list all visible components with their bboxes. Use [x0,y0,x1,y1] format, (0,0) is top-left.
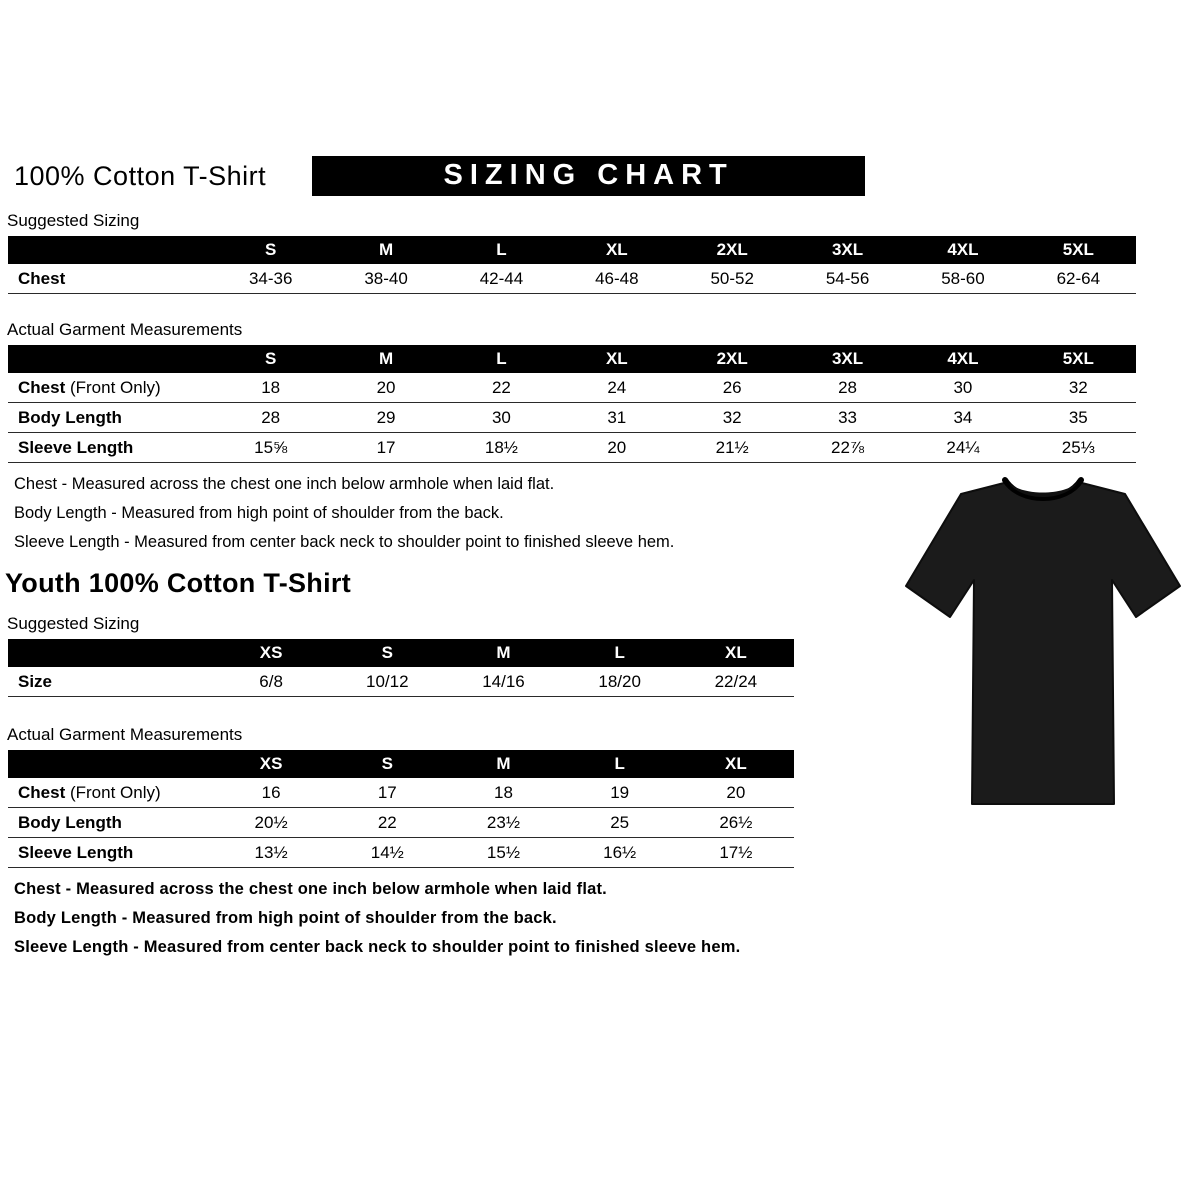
row-label-header [8,639,213,667]
measurement-value: 18½ [444,433,559,463]
measurement-value: 14½ [329,838,445,868]
measurement-value: 58-60 [905,264,1020,294]
measurement-value: 30 [905,373,1020,403]
measurement-row [8,373,1136,403]
row-label: Body Length [8,403,213,433]
measurement-value: 32 [1021,373,1136,403]
measurement-value: 17½ [678,838,794,868]
size-column-header: S [329,639,445,667]
measurement-value: 38-40 [328,264,443,294]
measurement-value: 34-36 [213,264,328,294]
measurement-value: 24¼ [905,433,1020,463]
measurement-value: 54-56 [790,264,905,294]
row-label: Sleeve Length [8,433,213,463]
sizing-chart-banner: SIZING CHART [312,156,865,196]
measurement-row [8,403,1136,433]
size-column-header: 3XL [790,236,905,264]
measurement-note: Sleeve Length - Measured from center back neck to shoulder point to finished sleeve hem. [14,938,741,956]
tshirt-image [893,466,1193,816]
row-label: Size [8,667,213,697]
size-column-header: XL [559,236,674,264]
measurement-value: 6/8 [213,667,329,697]
measurement-row [8,778,794,808]
size-column-header: M [328,345,443,373]
header-row [14,156,1200,196]
measurement-value: 25⅓ [1021,433,1136,463]
measurement-value: 46-48 [559,264,674,294]
size-column-header: M [445,750,561,778]
measurement-value: 31 [559,403,674,433]
measurement-value: 32 [675,403,790,433]
measurement-value: 18/20 [562,667,678,697]
measurement-value: 15½ [445,838,561,868]
size-column-header: 4XL [905,345,1020,373]
measurement-value: 16½ [562,838,678,868]
youth-suggested-sizing-label: Suggested Sizing [7,614,140,633]
size-column-header: 3XL [790,345,905,373]
youth-actual-measurements-label: Actual Garment Measurements [7,725,243,744]
youth-measurement-notes [14,880,1200,957]
measurement-row [8,264,1136,294]
row-label-header [8,750,213,778]
youth-actual-measurements-table [8,750,794,868]
measurement-value: 28 [790,373,905,403]
adult-suggested-sizing-table [8,236,1136,294]
measurement-value: 20 [328,373,443,403]
measurement-value: 19 [562,778,678,808]
measurement-value: 22/24 [678,667,794,697]
size-column-header: XL [678,750,794,778]
size-header-row [8,639,794,667]
measurement-value: 34 [905,403,1020,433]
size-header-row [8,750,794,778]
measurement-row [8,808,794,838]
size-header-row [8,236,1136,264]
measurement-value: 22 [444,373,559,403]
size-column-header: L [444,236,559,264]
size-column-header: L [562,639,678,667]
row-label: Sleeve Length [8,838,213,868]
size-column-header: L [444,345,559,373]
size-column-header: 5XL [1021,236,1136,264]
measurement-value: 18 [445,778,561,808]
measurement-value: 20 [678,778,794,808]
adult-actual-measurements-label: Actual Garment Measurements [7,320,243,339]
measurement-note: Body Length - Measured from high point of shoulder from the back. [14,504,504,522]
row-label: Chest (Front Only) [8,778,213,808]
measurement-value: 16 [213,778,329,808]
measurement-value: 26½ [678,808,794,838]
size-column-header: XL [678,639,794,667]
measurement-value: 17 [328,433,443,463]
size-column-header: S [213,236,328,264]
measurement-note: Sleeve Length - Measured from center back neck to shoulder point to finished sleeve hem. [14,533,675,551]
measurement-row [8,667,794,697]
measurement-note: Chest - Measured across the chest one inch below armhole when laid flat. [14,475,555,493]
measurement-row [8,838,794,868]
measurement-value: 20½ [213,808,329,838]
size-column-header: 2XL [675,345,790,373]
row-label: Chest (Front Only) [8,373,213,403]
measurement-value: 17 [329,778,445,808]
measurement-note: Body Length - Measured from high point of shoulder from the back. [14,909,557,927]
measurement-value: 29 [328,403,443,433]
measurement-value: 42-44 [444,264,559,294]
size-header-row [8,345,1136,373]
measurement-value: 62-64 [1021,264,1136,294]
measurement-row [8,433,1136,463]
row-label: Body Length [8,808,213,838]
measurement-note: Chest - Measured across the chest one inch below armhole when laid flat. [14,880,607,898]
measurement-value: 21½ [675,433,790,463]
measurement-value: 14/16 [445,667,561,697]
size-column-header: XS [213,639,329,667]
measurement-value: 35 [1021,403,1136,433]
size-column-header: S [329,750,445,778]
size-column-header: 4XL [905,236,1020,264]
measurement-value: 28 [213,403,328,433]
measurement-value: 24 [559,373,674,403]
measurement-value: 33 [790,403,905,433]
size-column-header: M [445,639,561,667]
page-title: 100% Cotton T-Shirt [14,160,267,191]
adult-actual-measurements-table [8,345,1136,463]
measurement-value: 30 [444,403,559,433]
size-column-header: L [562,750,678,778]
youth-suggested-sizing-table [8,639,794,697]
measurement-value: 13½ [213,838,329,868]
row-label-header [8,236,213,264]
youth-page-title: Youth 100% Cotton T-Shirt [5,568,351,598]
measurement-value: 10/12 [329,667,445,697]
size-column-header: 5XL [1021,345,1136,373]
adult-suggested-sizing-label: Suggested Sizing [7,211,140,230]
size-column-header: S [213,345,328,373]
measurement-value: 15⅝ [213,433,328,463]
black-tshirt-graphic [893,466,1193,816]
row-label-header [8,345,213,373]
measurement-value: 25 [562,808,678,838]
measurement-value: 50-52 [675,264,790,294]
measurement-value: 26 [675,373,790,403]
row-label: Chest [8,264,213,294]
size-column-header: M [328,236,443,264]
measurement-value: 22⅞ [790,433,905,463]
measurement-value: 22 [329,808,445,838]
measurement-value: 23½ [445,808,561,838]
size-column-header: XS [213,750,329,778]
measurement-value: 20 [559,433,674,463]
size-column-header: 2XL [675,236,790,264]
size-column-header: XL [559,345,674,373]
measurement-value: 18 [213,373,328,403]
